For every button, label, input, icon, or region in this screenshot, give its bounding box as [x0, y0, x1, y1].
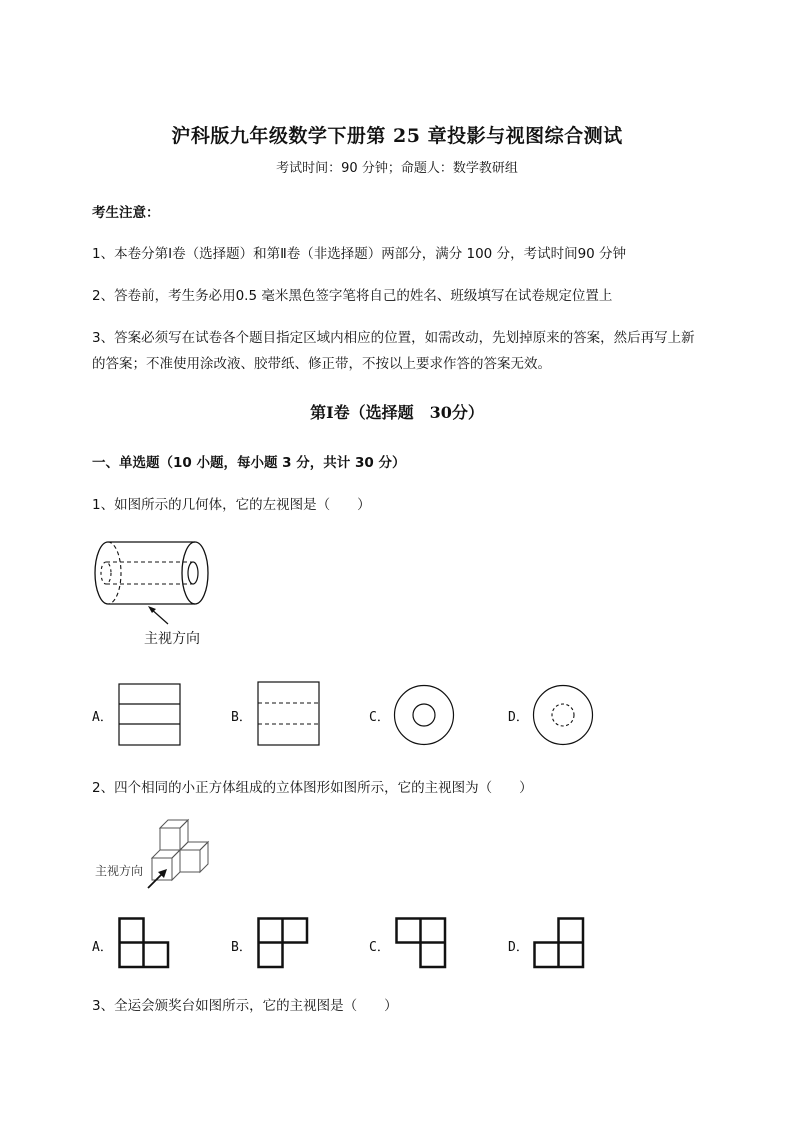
q2-option-a-figure: [118, 917, 170, 969]
cylinder-front-face: [182, 542, 208, 604]
note-item-3-continued: 的答案；不准使用涂改液、胶带纸、修正带，不按以上要求作答的答案无效。: [92, 356, 551, 372]
q2-option-a-label[interactable]: A．: [92, 940, 113, 955]
q1-option-a-figure: [118, 683, 182, 747]
q1-option-b-label[interactable]: B．: [231, 710, 252, 725]
q2-option-c-label[interactable]: C．: [369, 940, 390, 955]
question-1-view-caption: 主视方向: [144, 631, 200, 647]
question-2-view-caption: 主视方向: [95, 864, 144, 878]
q2-option-c-figure: [395, 917, 447, 969]
section-title: 第Ⅰ卷（选择题 30分）: [310, 403, 484, 422]
question-2-figure: [140, 816, 222, 886]
q1-option-d-figure: [532, 684, 594, 746]
q1-option-c-label[interactable]: C．: [369, 710, 390, 725]
q1-option-d-label[interactable]: D．: [508, 710, 529, 725]
q2-option-b-figure: [257, 917, 309, 969]
cylinder-inner-hole: [188, 562, 198, 584]
q1-option-b-figure: [257, 681, 321, 747]
exam-info: 考试时间：90 分钟；命题人：数学教研组: [276, 161, 518, 176]
part-heading: 一、单选题（10 小题，每小题 3 分，共计 30 分）: [92, 455, 406, 471]
question-3-stem: 3、全运会颁奖台如图所示，它的主视图是（ ）: [92, 998, 398, 1014]
note-item-3: 3、答案必须写在试卷各个题目指定区域内相应的位置，如需改动，先划掉原来的答案，然后再写上新: [92, 330, 695, 346]
question-1-stem: 1、如图所示的几何体，它的左视图是（ ）: [92, 497, 371, 513]
note-item-1: 1、本卷分第Ⅰ卷（选择题）和第Ⅱ卷（非选择题）两部分，满分 100 分，考试时间90 分钟: [92, 246, 627, 262]
question-2-stem: 2、四个相同的小正方体组成的立体图形如图所示，它的主视图为（ ）: [92, 780, 533, 796]
page-title: 沪科版九年级数学下册第 25 章投影与视图综合测试: [171, 125, 623, 147]
q2-option-d-figure: [533, 917, 585, 969]
q1-option-c-figure: [393, 684, 455, 746]
notes-heading: 考生注意：: [92, 205, 160, 221]
q2-option-d-label[interactable]: D．: [508, 940, 529, 955]
q1-option-a-label[interactable]: A．: [92, 710, 113, 725]
q2-option-b-label[interactable]: B．: [231, 940, 252, 955]
note-item-2: 2、答卷前，考生务必用0.5 毫米黑色签字笔将自己的姓名、班级填写在试卷规定位置上: [92, 288, 613, 304]
